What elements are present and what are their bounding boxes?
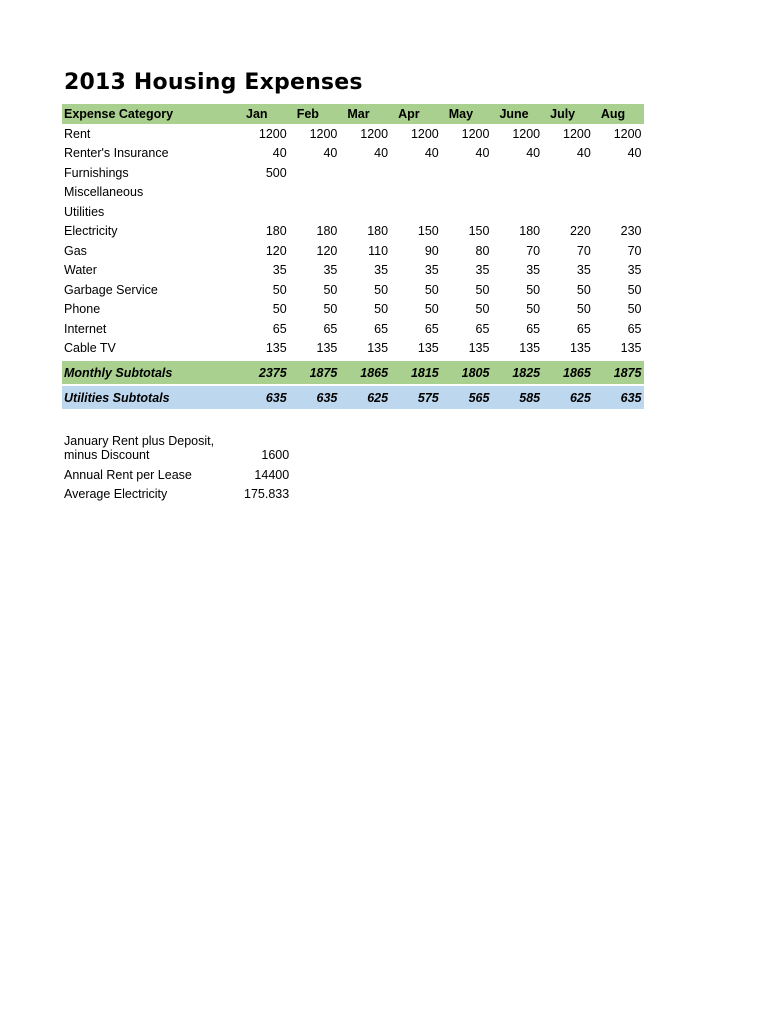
- header-cell-month[interactable]: Feb: [289, 104, 340, 124]
- monthly-subtotals-row-value[interactable]: 1825: [491, 361, 542, 384]
- header-cell-month[interactable]: June: [491, 104, 542, 124]
- value-cell[interactable]: 120: [316, 243, 338, 258]
- utilities-subtotals-row: [62, 386, 644, 409]
- value-cell[interactable]: 50: [627, 302, 642, 317]
- header-cell-month[interactable]: Aug: [593, 104, 644, 124]
- value-cell[interactable]: 50: [323, 302, 338, 317]
- value-cell[interactable]: 40: [323, 146, 338, 161]
- row-label-cell[interactable]: Internet: [64, 321, 107, 336]
- header-cell-month[interactable]: May: [441, 104, 492, 124]
- summary-label-cell[interactable]: Annual Rent per Lease: [64, 467, 192, 482]
- value-cell[interactable]: 40: [627, 146, 642, 161]
- summary-value-cell[interactable]: 14400: [254, 467, 290, 482]
- table-row: [62, 339, 644, 359]
- value-cell[interactable]: 150: [468, 224, 490, 239]
- value-cell[interactable]: 50: [424, 302, 439, 317]
- table-row: [62, 202, 644, 222]
- header-cell-category[interactable]: Expense Category: [62, 104, 238, 124]
- value-cell[interactable]: [289, 183, 340, 203]
- value-cell[interactable]: 50: [424, 282, 439, 297]
- value-cell[interactable]: [441, 183, 492, 203]
- header-row: [62, 104, 644, 124]
- monthly-subtotals-row-value[interactable]: 1865: [339, 361, 390, 384]
- value-cell[interactable]: [593, 202, 644, 222]
- value-cell[interactable]: 35: [374, 263, 389, 278]
- summary-label-cell[interactable]: January Rent plus Deposit, minus Discount: [64, 434, 215, 462]
- value-cell[interactable]: 50: [272, 302, 287, 317]
- value-cell[interactable]: 65: [475, 321, 490, 336]
- value-cell[interactable]: 110: [368, 243, 389, 258]
- value-cell[interactable]: [390, 163, 441, 183]
- value-cell[interactable]: 35: [272, 263, 287, 278]
- monthly-subtotals-row-value[interactable]: 1865: [542, 361, 593, 384]
- value-cell[interactable]: [238, 202, 289, 222]
- value-cell[interactable]: 65: [272, 321, 287, 336]
- table-row: [62, 144, 644, 164]
- value-cell[interactable]: 40: [475, 146, 490, 161]
- value-cell[interactable]: 135: [468, 341, 490, 356]
- value-cell[interactable]: 65: [323, 321, 338, 336]
- table-row: [62, 280, 644, 300]
- row-label-cell[interactable]: Garbage Service: [64, 282, 158, 297]
- value-cell[interactable]: [593, 183, 644, 203]
- utilities-subtotals-row-label[interactable]: Utilities Subtotals: [62, 386, 238, 409]
- utilities-subtotals-row-value[interactable]: 635: [593, 386, 644, 409]
- header-cell-month[interactable]: Mar: [339, 104, 390, 124]
- value-cell[interactable]: 1200: [360, 126, 389, 141]
- value-cell[interactable]: 180: [367, 224, 389, 239]
- utilities-subtotals-row-value[interactable]: 575: [390, 386, 441, 409]
- value-cell[interactable]: [542, 202, 593, 222]
- value-cell[interactable]: [491, 202, 542, 222]
- row-label-cell[interactable]: Renter's Insurance: [64, 146, 169, 161]
- monthly-subtotals-row-value[interactable]: 2375: [238, 361, 289, 384]
- table-row: [62, 163, 644, 183]
- value-cell[interactable]: [441, 202, 492, 222]
- value-cell[interactable]: [491, 163, 542, 183]
- row-label-cell[interactable]: Utilities: [64, 204, 105, 219]
- value-cell[interactable]: 1200: [613, 126, 642, 141]
- value-cell[interactable]: [542, 163, 593, 183]
- summary-row: [62, 482, 289, 502]
- value-cell[interactable]: 40: [576, 146, 591, 161]
- monthly-subtotals-row-value[interactable]: 1875: [289, 361, 340, 384]
- value-cell[interactable]: 135: [620, 341, 642, 356]
- table-row: [62, 300, 644, 320]
- value-cell[interactable]: 50: [576, 302, 591, 317]
- value-cell[interactable]: 40: [424, 146, 439, 161]
- value-cell[interactable]: 50: [475, 282, 490, 297]
- value-cell[interactable]: 135: [265, 341, 287, 356]
- value-cell[interactable]: 70: [526, 243, 541, 258]
- value-cell[interactable]: 35: [323, 263, 338, 278]
- table-row: [62, 183, 644, 203]
- table-row: [62, 124, 644, 144]
- value-cell[interactable]: 70: [576, 243, 591, 258]
- value-cell[interactable]: 70: [627, 243, 642, 258]
- row-label-cell[interactable]: Water: [64, 263, 97, 278]
- row-label-cell[interactable]: Miscellaneous: [64, 185, 144, 200]
- utilities-subtotals-row-value[interactable]: 625: [542, 386, 593, 409]
- value-cell[interactable]: 180: [519, 224, 541, 239]
- monthly-subtotals-row-value[interactable]: 1815: [390, 361, 441, 384]
- value-cell[interactable]: 180: [316, 224, 338, 239]
- value-cell[interactable]: 1200: [309, 126, 338, 141]
- header-cell-month[interactable]: July: [542, 104, 593, 124]
- value-cell[interactable]: 50: [272, 282, 287, 297]
- summary-table: [62, 434, 289, 501]
- value-cell[interactable]: 1200: [563, 126, 591, 141]
- value-cell[interactable]: [339, 202, 390, 222]
- row-label-cell[interactable]: Gas: [64, 243, 87, 258]
- value-cell[interactable]: 50: [374, 282, 389, 297]
- row-label-cell[interactable]: Electricity: [64, 224, 118, 239]
- value-cell[interactable]: [289, 202, 340, 222]
- value-cell[interactable]: 65: [526, 321, 541, 336]
- summary-value-cell[interactable]: 1600: [261, 448, 290, 462]
- utilities-subtotals-row-value[interactable]: 565: [441, 386, 492, 409]
- value-cell[interactable]: 135: [569, 341, 591, 356]
- row-label-cell[interactable]: Furnishings: [64, 165, 129, 180]
- monthly-subtotals-row-value[interactable]: 1875: [593, 361, 644, 384]
- value-cell[interactable]: 50: [627, 282, 642, 297]
- value-cell[interactable]: [289, 163, 340, 183]
- summary-row: [62, 434, 289, 462]
- expense-table: [62, 104, 644, 409]
- value-cell[interactable]: 120: [265, 243, 287, 258]
- value-cell[interactable]: [390, 183, 441, 203]
- monthly-subtotals-row-value[interactable]: 1805: [441, 361, 492, 384]
- value-cell[interactable]: [390, 202, 441, 222]
- value-cell[interactable]: 35: [475, 263, 490, 278]
- value-cell[interactable]: 50: [526, 282, 541, 297]
- utilities-subtotals-row-value[interactable]: 585: [491, 386, 542, 409]
- summary-value-cell[interactable]: 175.833: [244, 487, 290, 501]
- value-cell[interactable]: [339, 183, 390, 203]
- value-cell[interactable]: [339, 163, 390, 183]
- row-label-cell[interactable]: Rent: [64, 126, 91, 141]
- value-cell[interactable]: 1200: [461, 126, 490, 141]
- row-label-cell[interactable]: Cable TV: [64, 341, 116, 356]
- table-row: [62, 222, 644, 242]
- value-cell[interactable]: 220: [569, 224, 591, 239]
- monthly-subtotals-row: [62, 361, 644, 384]
- monthly-subtotals-row-label[interactable]: Monthly Subtotals: [62, 361, 238, 384]
- value-cell[interactable]: 50: [374, 302, 389, 317]
- summary-label-cell[interactable]: Average Electricity: [64, 487, 168, 501]
- value-cell[interactable]: 230: [620, 224, 642, 239]
- value-cell[interactable]: 40: [374, 146, 389, 161]
- value-cell[interactable]: 65: [627, 321, 642, 336]
- value-cell[interactable]: 35: [576, 263, 591, 278]
- value-cell[interactable]: 90: [424, 243, 439, 258]
- header-cell-month[interactable]: Jan: [238, 104, 289, 124]
- value-cell[interactable]: 50: [526, 302, 541, 317]
- value-cell[interactable]: 135: [519, 341, 541, 356]
- value-cell[interactable]: 40: [526, 146, 541, 161]
- value-cell[interactable]: 50: [323, 282, 338, 297]
- value-cell[interactable]: 35: [627, 263, 642, 278]
- value-cell[interactable]: 65: [576, 321, 591, 336]
- value-cell[interactable]: 135: [367, 341, 389, 356]
- value-cell[interactable]: [441, 163, 492, 183]
- sheet-title[interactable]: 2013 Housing Expenses: [64, 70, 363, 95]
- table-row: [62, 319, 644, 339]
- value-cell[interactable]: 50: [475, 302, 490, 317]
- value-cell[interactable]: 135: [417, 341, 439, 356]
- value-cell[interactable]: 150: [417, 224, 439, 239]
- value-cell[interactable]: 180: [265, 224, 287, 239]
- value-cell[interactable]: 40: [272, 146, 287, 161]
- value-cell[interactable]: 50: [576, 282, 591, 297]
- value-cell[interactable]: [593, 163, 644, 183]
- value-cell[interactable]: [491, 183, 542, 203]
- summary-row: [62, 462, 289, 482]
- value-cell[interactable]: [238, 183, 289, 203]
- value-cell[interactable]: 1200: [258, 126, 287, 141]
- value-cell[interactable]: 35: [526, 263, 541, 278]
- table-row: [62, 241, 644, 261]
- value-cell[interactable]: 500: [265, 165, 287, 180]
- utilities-subtotals-row-value[interactable]: 635: [238, 386, 289, 409]
- value-cell[interactable]: 135: [316, 341, 338, 356]
- value-cell[interactable]: 1200: [410, 126, 439, 141]
- utilities-subtotals-row-value[interactable]: 625: [339, 386, 390, 409]
- value-cell[interactable]: 80: [475, 243, 490, 258]
- row-label-cell[interactable]: Phone: [64, 302, 101, 317]
- utilities-subtotals-row-value[interactable]: 635: [289, 386, 340, 409]
- table-row: [62, 261, 644, 281]
- value-cell[interactable]: 35: [424, 263, 439, 278]
- value-cell[interactable]: 1200: [512, 126, 541, 141]
- value-cell[interactable]: 65: [374, 321, 389, 336]
- header-cell-month[interactable]: Apr: [390, 104, 441, 124]
- value-cell[interactable]: [542, 183, 593, 203]
- value-cell[interactable]: 65: [424, 321, 439, 336]
